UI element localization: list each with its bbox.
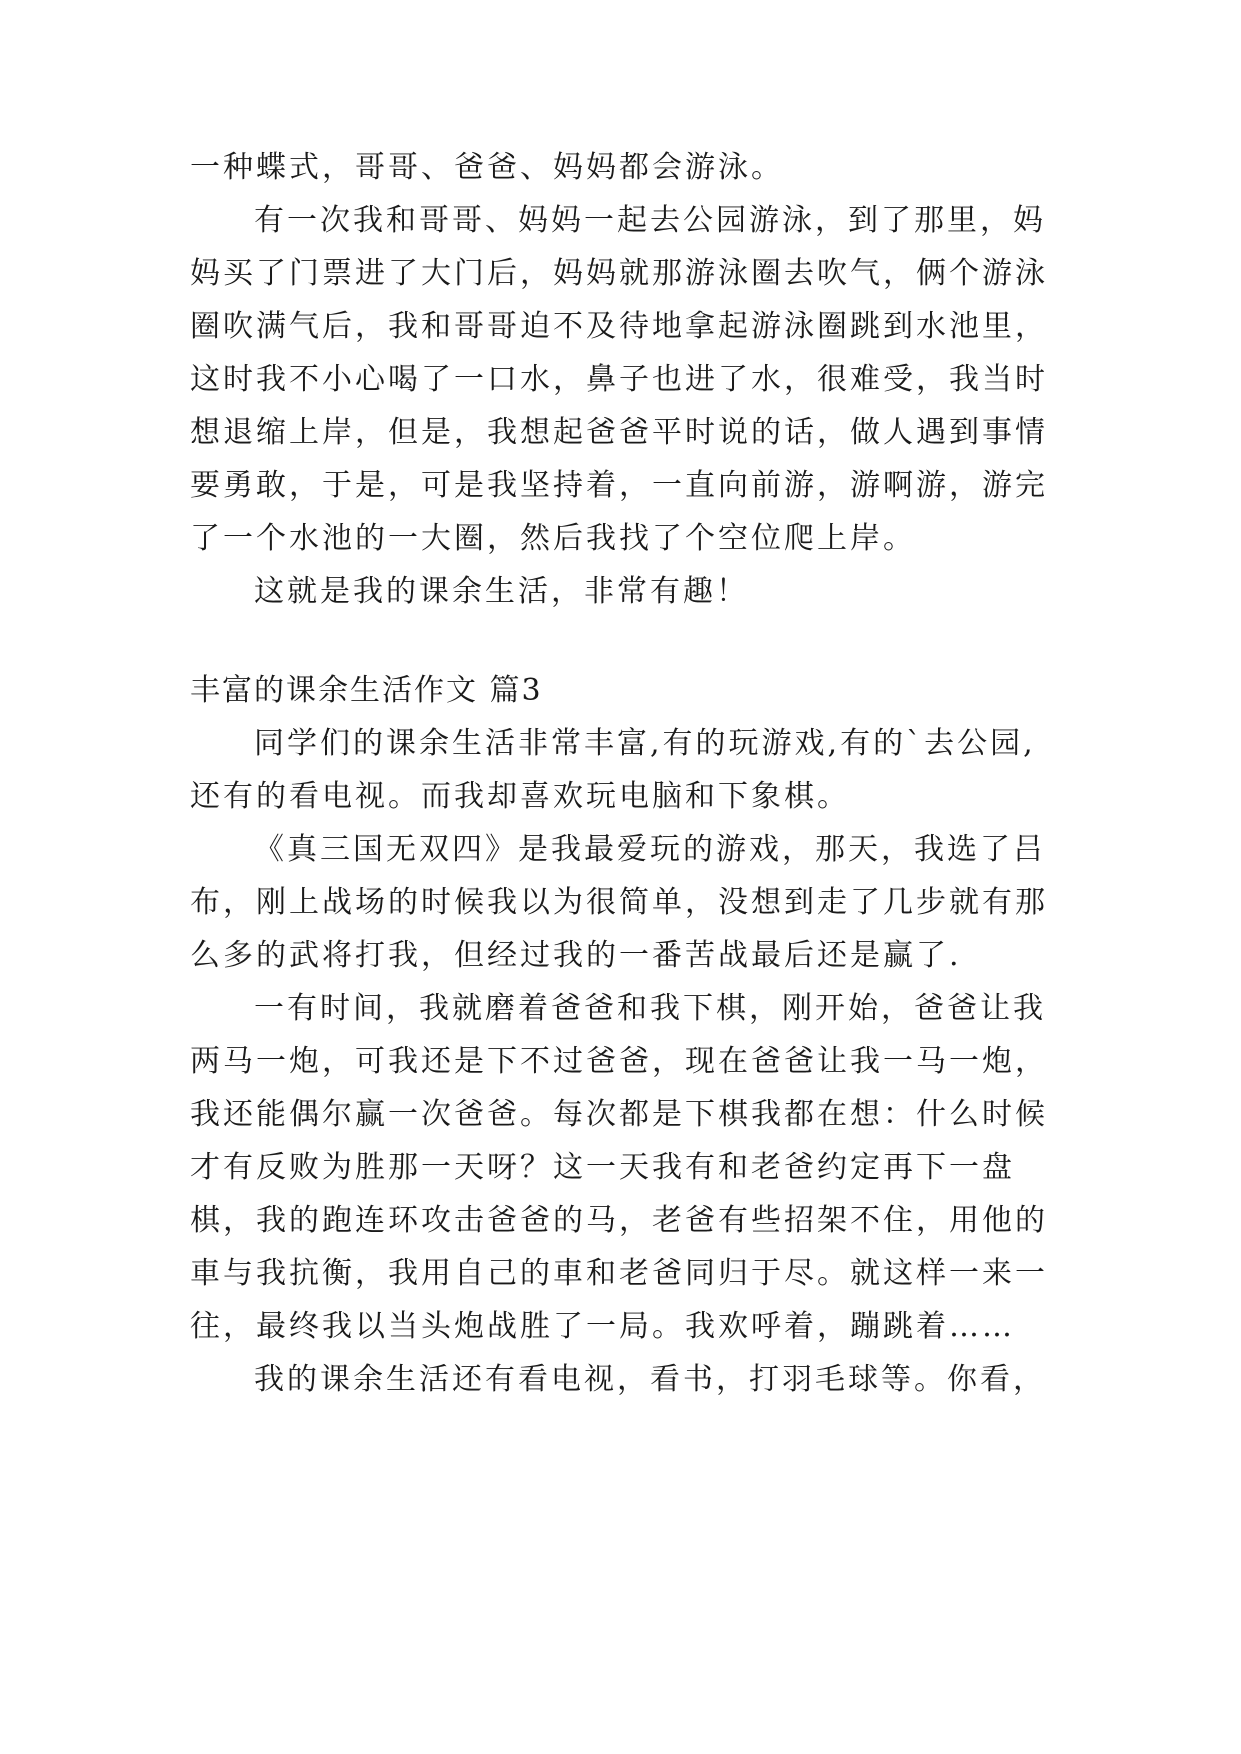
paragraph-line: 了一个水池的一大圈，然后我找了个空位爬上岸。 <box>190 521 916 556</box>
paragraph-line: 还有的看电视。而我却喜欢玩电脑和下象棋。 <box>190 779 850 814</box>
paragraph-line: 同学们的课余生活非常丰富,有的玩游戏,有的`去公园, <box>254 726 1036 761</box>
paragraph-line: 这就是我的课余生活，非常有趣！ <box>254 574 749 609</box>
paragraph-line: 一种蝶式，哥哥、爸爸、妈妈都会游泳。 <box>190 150 784 185</box>
paragraph-line: 么多的武将打我，但经过我的一番苦战最后还是赢了. <box>190 938 962 973</box>
paragraph-line: 有一次我和哥哥、妈妈一起去公园游泳，到了那里，妈 <box>254 203 1046 238</box>
paragraph-line: 車与我抗衡，我用自己的車和老爸同归于尽。就这样一来一 <box>190 1256 1048 1291</box>
paragraph-line: 我还能偶尔赢一次爸爸。每次都是下棋我都在想：什么时候 <box>190 1097 1048 1132</box>
paragraph-line: 我的课余生活还有看电视，看书，打羽毛球等。你看， <box>254 1362 1046 1397</box>
paragraph-line: 两马一炮，可我还是下不过爸爸，现在爸爸让我一马一炮， <box>190 1044 1048 1079</box>
paragraph-line: 要勇敢，于是，可是我坚持着，一直向前游，游啊游，游完 <box>190 468 1048 503</box>
paragraph-line: 圈吹满气后，我和哥哥迫不及待地拿起游泳圈跳到水池里， <box>190 309 1048 344</box>
paragraph-line: 棋，我的跑连环攻击爸爸的马，老爸有些招架不住，用他的 <box>190 1203 1048 1238</box>
paragraph-line: 妈买了门票进了大门后，妈妈就那游泳圈去吹气，俩个游泳 <box>190 256 1048 291</box>
paragraph-line: 往，最终我以当头炮战胜了一局。我欢呼着，蹦跳着…… <box>190 1309 1015 1344</box>
paragraph-line: 这时我不小心喝了一口水，鼻子也进了水，很难受，我当时 <box>190 362 1048 397</box>
paragraph-line: 布，刚上战场的时候我以为很简单，没想到走了几步就有那 <box>190 885 1048 920</box>
paragraph-line: 《真三国无双四》是我最爱玩的游戏，那天，我选了吕 <box>254 832 1046 867</box>
paragraph-line: 才有反败为胜那一天呀？这一天我有和老爸约定再下一盘 <box>190 1150 1015 1185</box>
paragraph-line: 一有时间，我就磨着爸爸和我下棋，刚开始，爸爸让我 <box>254 991 1046 1026</box>
section-heading: 丰富的课余生活作文 篇3 <box>190 673 543 708</box>
paragraph-line: 想退缩上岸，但是，我想起爸爸平时说的话，做人遇到事情 <box>190 415 1048 450</box>
